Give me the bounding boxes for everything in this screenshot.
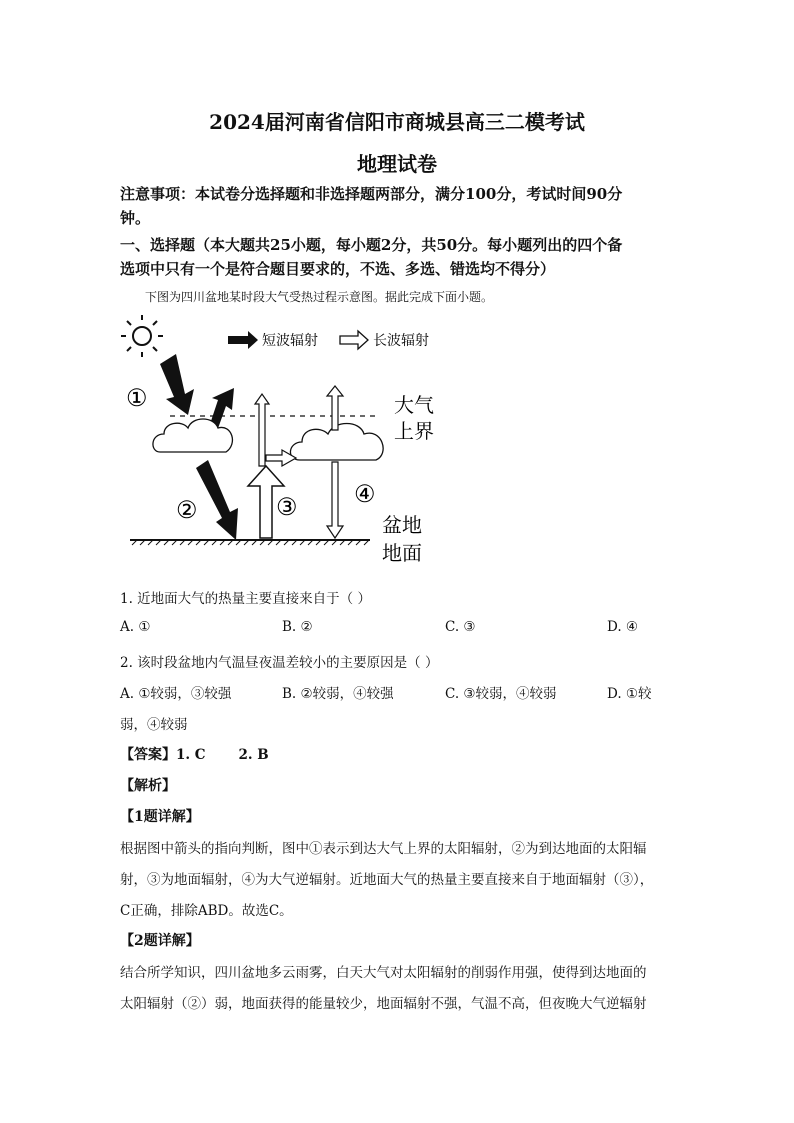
page-subtitle: 地理试卷 — [357, 152, 437, 176]
label-4: ④ — [354, 480, 376, 508]
notice-line-2: 钟。 — [120, 209, 151, 227]
label-3: ③ — [276, 493, 298, 521]
counter-radiation-arrow — [327, 462, 343, 538]
q1-option-b[interactable]: B. ② — [282, 619, 313, 635]
atmosphere-heating-diagram — [120, 312, 450, 572]
notice-line-1: 注意事项：本试卷分选择题和非选择题两部分，满分100分，考试时间90分 — [120, 185, 623, 203]
q1-option-d[interactable]: D. ④ — [607, 619, 639, 635]
detail-1-label: 【1题详解】 — [120, 809, 200, 825]
detail-1-line-3: C正确，排除ABD。故选C。 — [120, 903, 293, 919]
label-2: ② — [176, 496, 198, 524]
solar-radiation-arrow — [160, 354, 194, 415]
question-intro: 下图为四川盆地某时段大气受热过程示意图。据此完成下面小题。 — [145, 290, 494, 304]
detail-1-line-1: 根据图中箭头的指向判断，图中①表示到达大气上界的太阳辐射，②为到达地面的太阳辐 — [120, 841, 647, 857]
legend-long-wave-label: 长波辐射 — [373, 333, 429, 349]
legend-short-wave-arrow — [228, 331, 258, 349]
answer-label: 【答案】 — [120, 747, 176, 763]
cloud-left-icon — [153, 419, 232, 452]
question-2-stem: 2. 该时段盆地内气温昼夜温差较小的主要原因是（ ） — [120, 655, 439, 671]
q2-option-d[interactable]: D. ①较 — [607, 686, 652, 702]
section-heading-line-1: 一、选择题（本大题共25小题，每小题2分，共50分。每小题列出的四个备 — [120, 236, 623, 254]
q1-option-a[interactable]: A. ① — [120, 619, 151, 635]
detail-2-line-1: 结合所学知识，四川盆地多云雨雾，白天大气对太阳辐射的削弱作用强，使得到达地面的 — [120, 965, 647, 981]
label-1: ① — [126, 384, 148, 412]
q2-option-d-continued[interactable]: 弱，④较弱 — [120, 717, 188, 733]
q1-option-c[interactable]: C. ③ — [445, 619, 476, 635]
analysis-label: 【解析】 — [120, 778, 176, 794]
page-title: 2024届河南省信阳市商城县高三二模考试 — [209, 110, 585, 134]
atmosphere-top-label-1: 大气 — [394, 393, 434, 417]
ground-label-1: 盆地 — [382, 513, 422, 537]
answer-block — [120, 744, 269, 764]
q2-option-b[interactable]: B. ②较弱，④较强 — [282, 686, 394, 702]
detail-2-line-2: 太阳辐射（②）弱，地面获得的能量较少，地面辐射不强，气温不高，但夜晚大气逆辐射 — [120, 996, 647, 1012]
question-1-stem: 1. 近地面大气的热量主要直接来自于（ ） — [120, 591, 371, 607]
atmospheric-radiation-space-arrow — [327, 386, 343, 430]
q2-option-a[interactable]: A. ①较弱，③较强 — [120, 686, 232, 702]
legend-short-wave-label: 短波辐射 — [262, 333, 318, 349]
ground-label-2: 地面 — [382, 541, 422, 565]
detail-2-label: 【2题详解】 — [120, 933, 200, 949]
q2-option-c[interactable]: C. ③较弱，④较弱 — [445, 686, 557, 702]
legend-long-wave-arrow — [340, 331, 368, 349]
answer-value: 1. C 2. B — [176, 747, 269, 763]
sun-icon — [121, 315, 163, 357]
section-heading-line-2: 选项中只有一个是符合题目要求的，不选、多选、错选均不得分） — [120, 260, 556, 278]
detail-1-line-2: 射，③为地面辐射，④为大气逆辐射。近地面大气的热量主要直接来自于地面辐射（③）， — [120, 872, 654, 888]
ground-solar-arrow — [196, 460, 238, 540]
atmosphere-top-label-2: 上界 — [394, 419, 434, 443]
